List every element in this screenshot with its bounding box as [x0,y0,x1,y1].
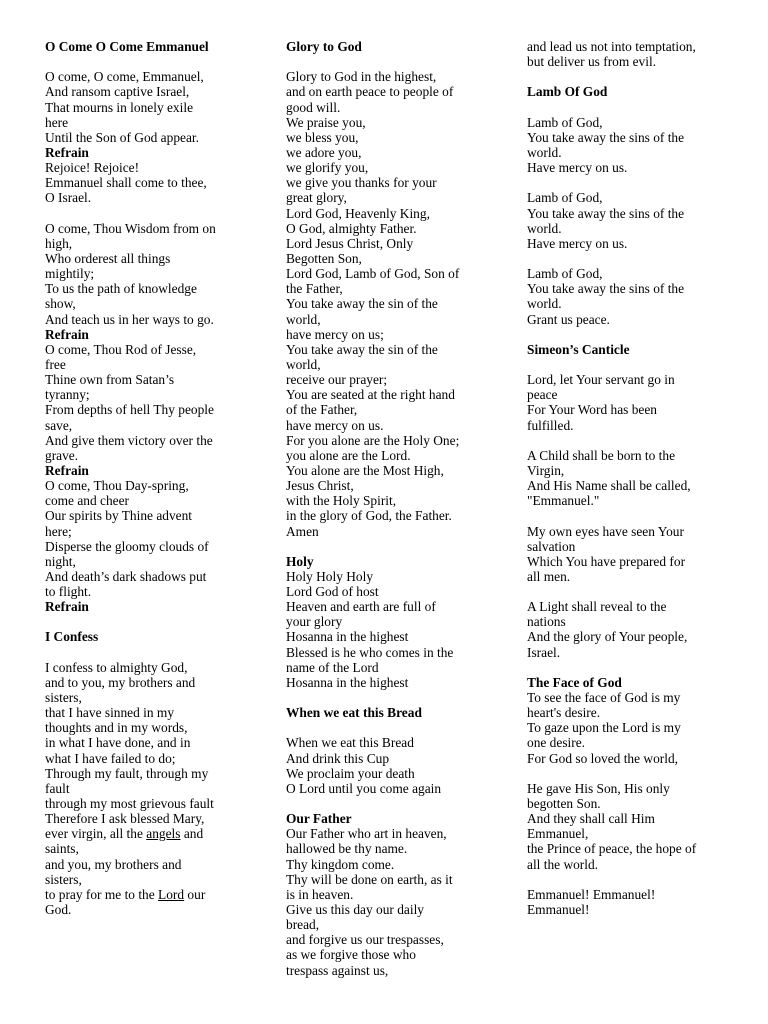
text-line: Grant us peace. [527,311,610,327]
text-line: night, [45,553,76,569]
text-line: Emmanuel shall come to thee, [45,175,207,191]
text-line: O come, Thou Wisdom from on [45,220,216,236]
text-line: here; [45,523,72,539]
blank-line [45,206,245,221]
text-line: You take away the sins of the [527,205,685,221]
text-line: here [45,114,69,130]
text-line: Thine own from Satan’s [45,372,175,388]
text-line: From depths of hell Thy people [45,402,214,418]
text-line: all the world. [527,856,599,872]
text-line: Lord God of host [286,584,379,600]
text-line: We proclaim your death [286,765,415,781]
text-line: but deliver us from evil. [527,54,657,70]
text-line: world. [527,296,562,312]
text-line: Amen [286,523,319,539]
text-line: Israel. [527,644,561,660]
section-title: Refrain [45,326,89,342]
section-title: Refrain [45,144,89,160]
text-line: You alone are the Most High, [286,462,444,478]
blank-line [286,690,486,705]
blank-line [527,660,727,675]
section-title: Refrain [45,599,89,615]
text-line: with the Holy Spirit, [286,493,397,509]
section-title: The Face of God [527,674,622,690]
text-line: world, [286,311,321,327]
section-title: Glory to God [286,39,362,54]
text-line: And they shall call Him [527,811,655,827]
text-line: Have mercy on us. [527,235,628,251]
text-line: mightily; [45,266,95,282]
text-line: save, [45,417,73,433]
text-line: Disperse the gloomy clouds of [45,538,209,554]
text-line: To see the face of God is my [527,690,681,706]
text-line: You take away the sins of the [527,129,685,145]
text-line: free [45,356,66,372]
text-line: Lord, let Your servant go in [527,372,675,388]
text-line: Heaven and earth are full of [286,599,436,615]
text-line: tyranny; [45,387,90,403]
column-2 [286,39,486,978]
text-line: And ransom captive Israel, [45,84,190,100]
text-line: My own eyes have seen Your [527,523,684,539]
blank-line [286,796,486,811]
blank-line [286,720,486,735]
blank-line [45,54,245,69]
text-line: O come, O come, Emmanuel, [45,69,204,85]
section-title: When we eat this Bread [286,705,422,721]
text-line: trespass against us, [286,962,389,978]
text-line: high, [45,235,73,251]
blank-line [527,508,727,523]
blank-line [527,69,727,84]
text-line: For you alone are the Holy One; [286,432,460,448]
text-line: name of the Lord [286,659,379,675]
text-line: Thy will be done on earth, as it [286,871,453,887]
text-line: Emmanuel! Emmanuel! [527,886,656,902]
text-line: show, [45,296,76,312]
text-line: O Lord until you come again [286,780,442,796]
text-line: is in heaven. [286,886,354,902]
text-line: Lord God, Lamb of God, Son of [286,266,460,282]
text-line: through my most grievous fault [45,796,214,812]
text-line: nations [527,614,566,630]
text-line: A Child shall be born to the [527,447,676,463]
blank-line [527,175,727,190]
text-line: peace [527,387,558,403]
text-line: And His Name shall be called, [527,478,691,494]
text-line: You take away the sins of the [527,281,685,297]
text-line: And give them victory over the [45,432,213,448]
text-line: and you, my brothers and [45,856,182,872]
text-line: I confess to almighty God, [45,659,188,675]
text-line: to flight. [45,584,92,600]
blank-line [527,327,727,342]
text-line: what I have failed to do; [45,750,176,766]
text-line: He gave His Son, His only [527,780,670,796]
section-title: Our Father [286,811,352,827]
text-line: and to you, my brothers and [45,674,196,690]
text-line: saints, [45,841,79,857]
text-line: Which You have prepared for [527,553,686,569]
text-line: Rejoice! Rejoice! [45,160,140,176]
blank-line [527,584,727,599]
blank-line [527,100,727,115]
section-title: Simeon’s Canticle [527,341,630,357]
text-line: begotten Son. [527,796,601,812]
text-line: have mercy on us. [286,417,384,433]
text-line: that I have sinned in my [45,705,175,721]
text-line: Thy kingdom come. [286,856,395,872]
text-line: You take away the sin of the [286,341,438,357]
section-title: Holy [286,553,314,569]
blank-line [527,872,727,887]
text-line: the Father, [286,281,343,297]
blank-line [45,614,245,629]
blank-line [527,251,727,266]
text-line: of the Father, [286,402,358,418]
text-line: good will. [286,99,341,115]
text-line: Lamb of God, [527,266,603,282]
section-title: I Confess [45,629,99,645]
text-line: Lord God, Heavenly King, [286,205,430,221]
text-line: Lord Jesus Christ, Only [286,235,414,251]
text-line: For Your Word has been [527,402,657,418]
text-line: and on earth peace to people of [286,84,454,100]
text-line: Hosanna in the highest [286,629,409,645]
underlined-word: angels [146,826,181,842]
text-line: one desire. [527,735,586,751]
text-line: grave. [45,447,79,463]
text-line: Our Father who art in heaven, [286,826,447,842]
text-line: We praise you, [286,114,366,130]
text-line: as we forgive those who [286,947,416,963]
text-line: sisters, [45,690,82,706]
column-1 [45,39,245,917]
text-line: we adore you, [286,144,362,160]
text-line: have mercy on us; [286,326,384,342]
text-line: your glory [286,614,343,630]
text-line: Therefore I ask blessed Mary, [45,811,205,827]
text-line: That mourns in lonely exile [45,99,194,115]
text-line: Emmanuel! [527,902,590,918]
text-line: and forgive us our trespasses, [286,932,444,948]
text-line: "Emmanuel." [527,493,600,509]
text-line: all men. [527,568,571,584]
text-line: You are seated at the right hand [286,387,455,403]
text-line: You take away the sin of the [286,296,438,312]
text-line: fault [45,780,70,796]
text-line: heart's desire. [527,705,601,721]
text-line: Blessed is he who comes in the [286,644,454,660]
text-line: we glorify you, [286,160,369,176]
text-line: we bless you, [286,129,359,145]
blank-line [286,539,486,554]
text-line: And the glory of Your people, [527,629,688,645]
text-line: O God, almighty Father. [286,220,417,236]
underlined-word: Lord [158,886,185,902]
text-line: God. [45,902,72,918]
column-3 [527,39,727,917]
blank-line [527,357,727,372]
text-line: sisters, [45,871,82,887]
text-line: hallowed be thy name. [286,841,408,857]
text-line: And death’s dark shadows put [45,568,207,584]
text-line: For God so loved the world, [527,750,679,766]
text-line: Give us this day our daily [286,902,424,918]
text-line: Jesus Christ, [286,478,354,494]
text-line: world, [286,356,321,372]
text-line: ever virgin, all the angels and [45,826,204,842]
section-title: Lamb Of God [527,84,608,100]
text-line: When we eat this Bread [286,735,414,751]
text-line: Holy Holy Holy [286,568,374,584]
text-line: salvation [527,538,576,554]
section-title: Refrain [45,462,89,478]
blank-line [45,645,245,660]
text-line: And drink this Cup [286,750,390,766]
text-line: thoughts and in my words, [45,720,188,736]
text-line: To gaze upon the Lord is my [527,720,681,736]
text-line: Virgin, [527,462,565,478]
text-line: receive our prayer; [286,372,388,388]
text-line: you alone are the Lord. [286,447,411,463]
text-line: A Light shall reveal to the [527,599,667,615]
text-line: to pray for me to the Lord our [45,886,206,902]
text-line: To us the path of knowledge [45,281,197,297]
text-line: Have mercy on us. [527,160,628,176]
text-line: and lead us not into temptation, [527,39,696,54]
text-line: Lamb of God, [527,190,603,206]
text-line: O Israel. [45,190,92,206]
text-line: we give you thanks for your [286,175,437,191]
text-line: O come, Thou Rod of Jesse, [45,341,197,357]
text-line: come and cheer [45,493,130,509]
text-line: Emmanuel, [527,826,589,842]
section-title: O Come O Come Emmanuel [45,39,209,54]
text-line: Lamb of God, [527,114,603,130]
text-line: Through my fault, through my [45,765,209,781]
text-line: bread, [286,917,320,933]
text-line: Hosanna in the highest [286,674,409,690]
text-line: O come, Thou Day-spring, [45,478,189,494]
text-line: Until the Son of God appear. [45,129,199,145]
text-line: great glory, [286,190,347,206]
text-line: Glory to God in the highest, [286,69,437,85]
text-line: And teach us in her ways to go. [45,311,214,327]
text-line: in what I have done, and in [45,735,191,751]
text-line: Begotten Son, [286,250,362,266]
blank-line [527,766,727,781]
text-line: fulfilled. [527,417,574,433]
text-line: Who orderest all things [45,250,171,266]
text-line: world. [527,220,562,236]
text-line: the Prince of peace, the hope of [527,841,697,857]
blank-line [527,433,727,448]
blank-line [286,54,486,69]
text-line: in the glory of God, the Father. [286,508,452,524]
text-line: world. [527,144,562,160]
text-line: Our spirits by Thine advent [45,508,193,524]
